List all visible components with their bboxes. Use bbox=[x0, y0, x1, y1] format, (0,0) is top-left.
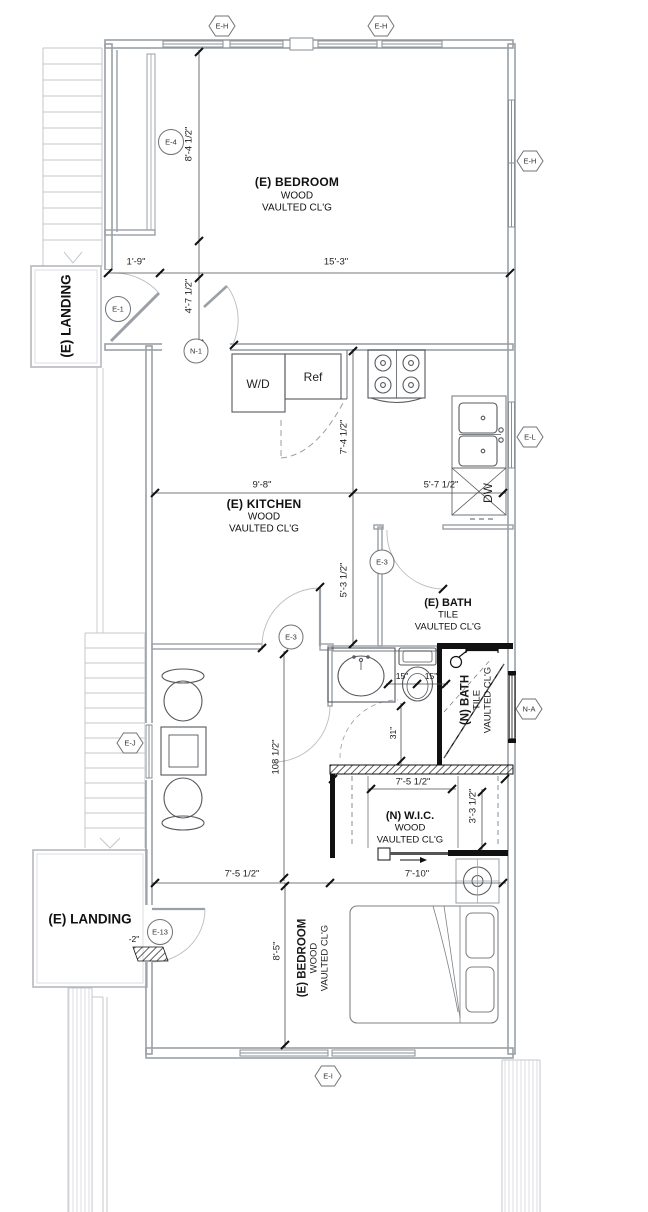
landing-top-label: (E) LANDING bbox=[58, 274, 74, 358]
bottom-left-walkway bbox=[68, 988, 107, 1212]
bottom-right-walkway bbox=[502, 1060, 540, 1212]
dishwasher-label: DW bbox=[481, 483, 495, 503]
slider-handle bbox=[378, 848, 390, 860]
hall-bath-fixtures bbox=[328, 648, 436, 702]
room-finish-bath-e: TILE bbox=[437, 609, 459, 621]
ceiling-fan bbox=[456, 859, 499, 903]
chair-seat bbox=[164, 778, 202, 818]
bedroom-bottom-name: (E) BEDROOM bbox=[296, 918, 309, 998]
table-and-chairs bbox=[161, 669, 206, 830]
table bbox=[161, 727, 206, 775]
dim-kitchen-width: 9'-8" bbox=[252, 479, 272, 491]
pillow bbox=[466, 967, 494, 1012]
bedroom-bottom-ceiling: VAULTED CL'G bbox=[319, 924, 331, 992]
dim-bedroom-top-width: 15'-3" bbox=[323, 256, 349, 268]
room-finish-bedroom-top: WOOD bbox=[280, 190, 314, 202]
dim-kitchen-depth: 7'-4 1/2" bbox=[338, 419, 350, 455]
tag-e3-bath: E-3 bbox=[376, 557, 388, 567]
room-label-bedroom-top: (E) BEDROOM bbox=[254, 175, 340, 189]
bath-n-name: (N) BATH bbox=[459, 674, 472, 726]
tag-na-right: N-A bbox=[522, 704, 536, 714]
dim-step-down: -2" bbox=[128, 934, 140, 944]
dim-counter: 5'-7 1/2" bbox=[423, 479, 459, 491]
tag-eh-top-right: E-H bbox=[374, 21, 388, 31]
dishwasher bbox=[452, 468, 506, 519]
kitchen-sink bbox=[452, 396, 506, 468]
tag-ei-bottom: E-I bbox=[323, 1071, 333, 1081]
hatched-wall bbox=[330, 765, 513, 774]
tag-n1: N-1 bbox=[189, 346, 203, 356]
dim-toilet-left: 15" bbox=[395, 671, 409, 681]
dim-hall: 5'-3 1/2" bbox=[338, 562, 350, 598]
bedroom-bottom-finish: WOOD bbox=[308, 942, 320, 974]
room-label-bath-e: (E) BATH bbox=[424, 597, 472, 609]
room-ceiling-wic: VAULTED CL'G bbox=[376, 834, 444, 846]
tag-el-right: E-L bbox=[524, 432, 536, 442]
dim-room-right: 7'-10" bbox=[404, 868, 430, 880]
pantry-dashed-swing bbox=[281, 403, 343, 458]
slider-arrow bbox=[420, 857, 427, 863]
hall-bath-door-swing bbox=[274, 706, 330, 762]
room-label-wic: (N) W.I.C. bbox=[385, 810, 435, 822]
tag-eh-top-left: E-H bbox=[215, 21, 229, 31]
e1-door-swing bbox=[113, 273, 159, 293]
dim-room-left: 7'-5 1/2" bbox=[224, 868, 260, 880]
n1-door-swing bbox=[227, 286, 238, 344]
dim-wic-depth: 3'-3 1/2" bbox=[467, 788, 479, 824]
bed bbox=[350, 906, 498, 1023]
fridge-label: Ref bbox=[303, 370, 323, 384]
kitchen-fixtures bbox=[232, 350, 506, 519]
room-finish-kitchen: WOOD bbox=[247, 511, 281, 523]
washer-dryer-label: W/D bbox=[246, 377, 270, 391]
top-wall-pillar bbox=[290, 38, 313, 50]
bath-n-ceiling: VAULTED CL'G bbox=[482, 666, 494, 734]
dim-wic-width: 7'-5 1/2" bbox=[395, 776, 431, 788]
tag-ej-left: E-J bbox=[124, 738, 136, 748]
bath-e-door-swing bbox=[387, 530, 443, 589]
room-label-kitchen: (E) KITCHEN bbox=[226, 497, 302, 511]
room-ceiling-bath-e: VAULTED CL'G bbox=[414, 621, 482, 633]
corridor-lines bbox=[97, 368, 103, 633]
stair-down-arrow bbox=[64, 252, 82, 263]
tag-e1: E-1 bbox=[112, 304, 124, 314]
dim-entry: 4'-7 1/2" bbox=[183, 278, 195, 314]
landing-bottom-label: (E) LANDING bbox=[48, 911, 132, 927]
doors bbox=[111, 273, 443, 962]
room-finish-wic: WOOD bbox=[394, 822, 426, 834]
dim-living-depth: 108 1/2" bbox=[270, 739, 282, 775]
pillow bbox=[466, 913, 494, 958]
blanket-fold bbox=[444, 906, 460, 1018]
blanket-fold bbox=[433, 906, 458, 1012]
room-label-bedroom-bottom bbox=[296, 919, 331, 998]
tag-e3-living: E-3 bbox=[285, 632, 297, 642]
room-ceiling-bedroom-top: VAULTED CL'G bbox=[262, 202, 332, 214]
dim-bedroom-bot-depth: 8'-5" bbox=[271, 941, 283, 961]
slider-bar bbox=[390, 852, 448, 855]
stair-down-arrow bbox=[100, 838, 120, 848]
bath-n-finish: TILE bbox=[471, 689, 483, 711]
tag-e13: E-13 bbox=[152, 927, 168, 937]
stove bbox=[368, 350, 425, 403]
step-hatch bbox=[133, 947, 168, 961]
dim-toilet-right: 15" bbox=[424, 671, 438, 681]
upper-stairs bbox=[43, 48, 102, 266]
tag-eh-right: E-H bbox=[523, 156, 537, 166]
n1-door-leaf bbox=[204, 286, 227, 307]
dim-bath-door: 31" bbox=[388, 726, 398, 740]
room-ceiling-kitchen: VAULTED CL'G bbox=[229, 523, 299, 535]
room-label-bath-n bbox=[459, 667, 494, 733]
dim-bedroom-top-depth: 8'-4 1/2" bbox=[183, 126, 195, 162]
chair-seat bbox=[164, 681, 202, 721]
dim-closet: 1'-9" bbox=[126, 256, 146, 268]
tag-e4: E-4 bbox=[165, 137, 177, 147]
